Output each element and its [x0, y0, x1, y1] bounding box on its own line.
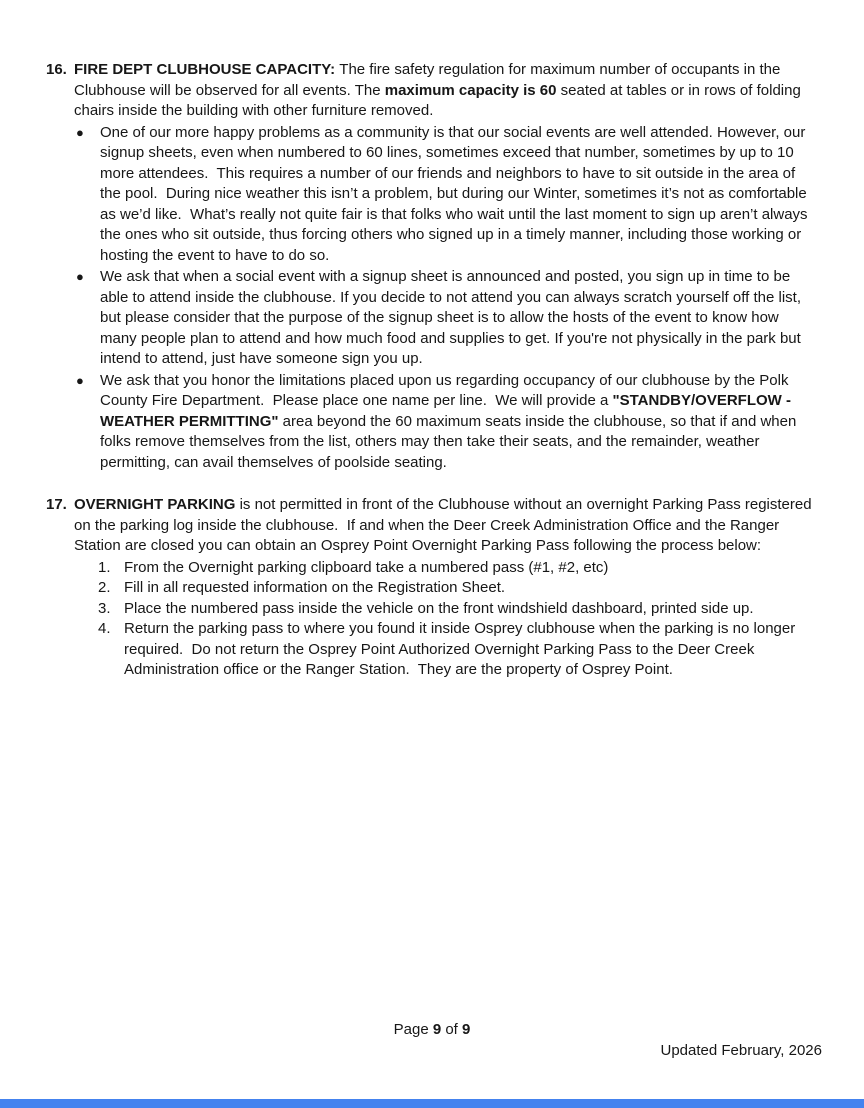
step-item [98, 578, 818, 599]
bullet-text: We ask that when a social event with a signup sheet is announced and posted, you sign up in time to be able to attend inside the clubhouse. If you decide to not attend you can always scratch yourself off the list, but please consider that the purpose of the signup sheet is to allow the hosts of the event to know how many people plan to attend and how much food and supplies to get. If you're not physically in the park but intend to attend, just have someone sign you up. [100, 268, 806, 367]
document-content [46, 60, 818, 681]
step-text: Fill in all requested information on the Registration Sheet. [124, 579, 506, 596]
bullet-item [74, 123, 818, 267]
bullet-list [74, 123, 818, 474]
step-number: 1. [98, 558, 111, 576]
step-number: 3. [98, 599, 111, 617]
item-number: 17. [46, 496, 67, 513]
item-body [74, 60, 818, 473]
bullet-marker: ● [76, 372, 84, 388]
bullet-text: We ask that you honor the limitations placed upon us regarding occupancy of our clubhouse by the Polk County Fire Department. Please place one name per line. We will provide a "STANDBY/OVERFLOW - WEATHER PERMITTING" area beyond the 60 maximum seats inside the clubhouse, so that if and when folks remove themselves from the list, others may then take their seats, and the remainder, weather permitting, can avail themselves of poolside seating. [100, 371, 801, 471]
step-text: Return the parking pass to where you found it inside Osprey clubhouse when the parking is no longer required. Do not return the Osprey Point Authorized Overnight Parking Pass to the Deer Creek Administration office or the Ranger Station. They are the property of Osprey Point. [124, 620, 800, 678]
bullet-marker: ● [76, 269, 84, 284]
bullet-marker: ● [76, 124, 84, 140]
item-16-text: FIRE DEPT CLUBHOUSE CAPACITY: The fire safety regulation for maximum number of occupants in the Clubhouse will be observed for all events. The maximum capacity is 60 seated at tables or in rows of folding chairs inside the building with other furniture removed. [74, 61, 805, 119]
step-number: 2. [98, 579, 111, 596]
bullet-item [74, 371, 818, 474]
step-text: From the Overnight parking clipboard take a numbered pass (#1, #2, etc) [124, 558, 609, 576]
item-body [74, 495, 818, 681]
step-text: Place the numbered pass inside the vehicle on the front windshield dashboard, printed side up. [124, 599, 754, 617]
steps-list [98, 558, 818, 681]
bottom-accent-bar [0, 1099, 864, 1108]
step-item [98, 558, 818, 579]
footer-page-number: Page 9 of 9 [393, 1021, 471, 1038]
list-item-17 [46, 495, 818, 681]
step-item [98, 619, 818, 681]
list-item-16 [46, 60, 818, 473]
bullet-item [74, 267, 818, 370]
item-17-text: OVERNIGHT PARKING is not permitted in front of the Clubhouse without an overnight Parking Pass registered on the parking log inside the clubhouse. If and when the Deer Creek Administration Office and the Ranger Station are closed you can obtain an Osprey Point Overnight Parking Pass following the process below: [74, 496, 816, 554]
item-number: 16. [46, 61, 67, 78]
step-number: 4. [98, 620, 111, 637]
footer-updated-date: Updated February, 2026 [660, 1042, 822, 1059]
bullet-text: One of our more happy problems as a community is that our social events are well attended. However, our signup sheets, even when numbered to 60 lines, sometimes exceed that number, sometimes by up to 10 more attendees. This requires a number of our friends and neighbors to have to sit outside in the area of the pool. During nice weather this isn’t a problem, but during our Winter, sometimes it’s not as comfortable as we’d like. What’s really not quite fair is that folks who wait until the last moment to sign up aren’t always the ones who sit outside, thus forcing others who signed up in a timely manner, including those working or hosting the event to have to do so. [100, 123, 812, 264]
step-item [98, 599, 818, 620]
